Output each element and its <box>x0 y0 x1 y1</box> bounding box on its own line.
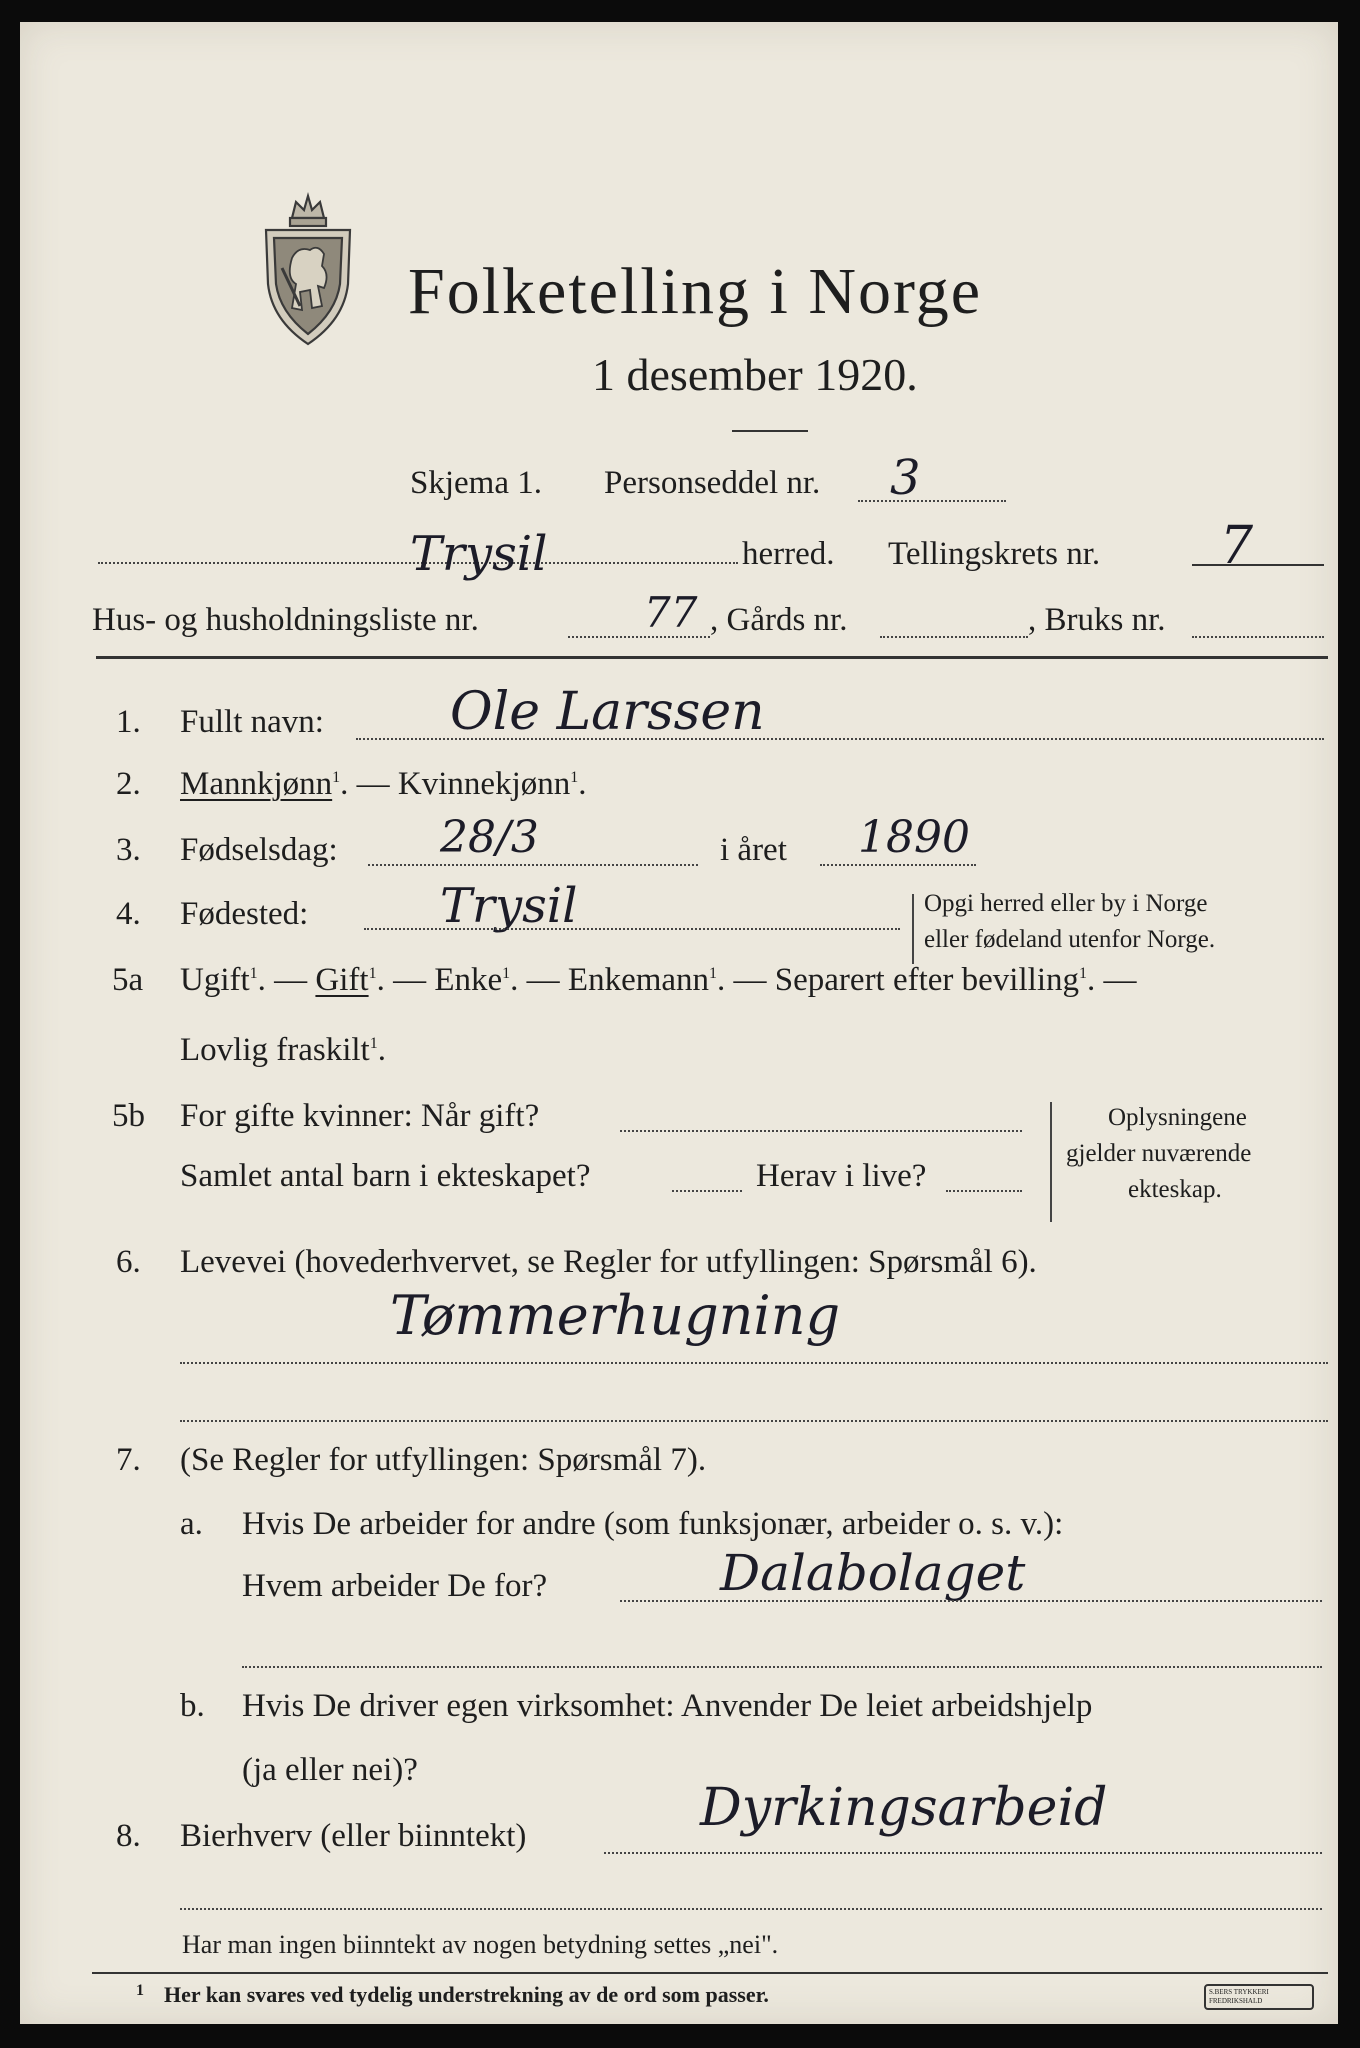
q7a-text-2: Hvem arbeider De for? <box>242 1568 548 1604</box>
q3-number: 3. <box>116 832 141 868</box>
q7a-letter: a. <box>180 1506 203 1542</box>
husliste-value: 77 <box>644 588 698 637</box>
q4-label: Fødested: <box>180 896 309 932</box>
footnote-rule <box>92 1972 1328 1974</box>
q7b-letter: b. <box>180 1688 205 1724</box>
q6-line-1 <box>180 1362 1328 1364</box>
q5a-enkemann: Enkemann <box>567 962 710 998</box>
q5a-sup-6: 1 <box>369 1035 378 1052</box>
q2-sup: 1 <box>332 769 341 786</box>
q3-year-line <box>820 864 976 866</box>
q6-value: Tømmerhugning <box>390 1284 841 1347</box>
q8-label: Bierhverv (eller biinntekt) <box>180 1818 527 1854</box>
q6-label: Levevei (hovederhvervet, se Regler for utfyllingen: Spørsmål 6). <box>180 1244 1037 1280</box>
schema-label: Skjema 1. <box>410 465 542 501</box>
footnote-text: Her kan svares ved tydelig understrekning av de ord som passer. <box>164 1982 769 2007</box>
q4-note-2: eller fødeland utenfor Norge. <box>924 926 1216 953</box>
q3-year-label: i året <box>720 832 787 868</box>
q3-label: Fødselsdag: <box>180 832 338 868</box>
footer-note: Har man ingen biinntekt av nogen betydning settes „nei". <box>182 1930 779 1959</box>
q5a-sup-5: 1 <box>1078 965 1087 982</box>
husliste-label: Hus- og husholdningsliste nr. <box>92 602 479 638</box>
bruks-label: , Bruks nr. <box>1028 602 1166 638</box>
q4-line <box>364 928 900 930</box>
q5b-number: 5b <box>112 1098 145 1134</box>
q6-line-2 <box>180 1420 1328 1422</box>
q5b-line-2 <box>672 1190 742 1192</box>
q5a-sup-1: 1 <box>249 965 258 982</box>
tellingskrets-line <box>1192 564 1324 566</box>
personseddel-label: Personseddel nr. <box>604 465 821 501</box>
q6-number: 6. <box>116 1244 141 1280</box>
q5a-enke: Enke <box>434 962 503 998</box>
printer-stamp-text: S.BERS TRYKKERI FREDRIKSHALD <box>1209 1988 1269 2005</box>
q7-number: 7. <box>116 1442 141 1478</box>
q8-value: Dyrkingsarbeid <box>700 1778 1108 1838</box>
census-date: 1 desember 1920. <box>592 349 918 400</box>
q7a-text: Hvis De arbeider for andre (som funksjonær, arbeider o. s. v.): <box>242 1506 1064 1542</box>
personseddel-value: 3 <box>890 450 921 506</box>
q7b-text: Hvis De driver egen virksomhet: Anvender De leiet arbeidshjelp <box>242 1688 1093 1724</box>
coat-of-arms-icon <box>252 188 364 348</box>
tellingskrets-label: Tellingskrets nr. <box>888 536 1101 572</box>
q5b-label-1: For gifte kvinner: Når gift? <box>180 1098 540 1134</box>
q5a-dash-2: — <box>393 962 427 998</box>
herred-value: Trysil <box>410 526 548 582</box>
q3-line <box>368 864 698 866</box>
q1-line <box>356 738 1324 740</box>
q5b-note-bracket <box>1050 1102 1052 1222</box>
q4-note-1: Opgi herred eller by i Norge <box>924 890 1208 917</box>
q2-rest: . — Kvinnekjønn <box>340 766 571 802</box>
personseddel-line <box>858 500 1006 502</box>
printer-stamp <box>1204 1984 1314 2010</box>
q5a-number: 5a <box>112 962 144 998</box>
q5b-note-3: ekteskap. <box>1128 1176 1222 1203</box>
tellingskrets-value: 7 <box>1220 516 1254 576</box>
q5a-ugift: Ugift <box>180 962 250 998</box>
q2-mann-option: Mannkjønn <box>180 766 333 802</box>
q5b-line-1 <box>620 1130 1022 1132</box>
q5b-note-2: gjelder nuværende <box>1066 1140 1252 1167</box>
q5b-label-2: Samlet antal barn i ekteskapet? <box>180 1158 591 1194</box>
gards-line <box>880 636 1028 638</box>
q2-sup-2: 1 <box>570 769 579 786</box>
q5b-label-3: Herav i live? <box>756 1158 927 1194</box>
q2-end: . <box>578 766 587 802</box>
q7a-line-2 <box>242 1666 1322 1668</box>
q5a-separert: Separert efter bevilling <box>774 962 1079 998</box>
q7-label: (Se Regler for utfyllingen: Spørsmål 7). <box>180 1442 707 1478</box>
q5a-fraskilt-line: Lovlig fraskilt$^1$. <box>180 1032 386 1068</box>
census-form <box>20 22 1338 2024</box>
q5a-sup-4: 1 <box>709 965 718 982</box>
q7b-text-2: (ja eller nei)? <box>242 1752 418 1788</box>
q3-value: 28/3 <box>440 812 539 863</box>
q4-note-bracket <box>912 894 914 964</box>
q8-line-1 <box>604 1852 1322 1854</box>
q5a-dash-4: — <box>733 962 767 998</box>
q5a-sup-3: 1 <box>502 965 511 982</box>
q2-number: 2. <box>116 766 141 802</box>
q5b-line-3 <box>946 1190 1022 1192</box>
q7a-line-1 <box>620 1600 1322 1602</box>
q5a-dash-1: — <box>274 962 308 998</box>
form-title: Folketelling i Norge <box>408 255 983 328</box>
q5b-note-1: Oplysningene <box>1108 1104 1247 1131</box>
q4-number: 4. <box>116 896 141 932</box>
q5a-fraskilt: Lovlig fraskilt <box>180 1032 370 1068</box>
q5a-dash-3: — <box>526 962 560 998</box>
q4-value: Trysil <box>440 878 578 934</box>
header-divider <box>96 656 1328 659</box>
q5a-sup-2: 1 <box>368 965 377 982</box>
q1-label: Fullt navn: <box>180 704 324 740</box>
bruks-line <box>1192 636 1324 638</box>
q2-text <box>180 766 587 803</box>
q8-number: 8. <box>116 1818 141 1854</box>
title-rule <box>732 430 808 432</box>
gards-label: , Gårds nr. <box>710 602 848 638</box>
q5a-gift: Gift <box>315 962 369 998</box>
q3-year-value: 1890 <box>858 812 970 863</box>
q5a-dash-5: — <box>1103 962 1137 998</box>
husliste-line <box>568 636 710 638</box>
q7a-value: Dalabolaget <box>720 1544 1026 1602</box>
q8-line-2 <box>180 1908 1322 1910</box>
q1-value: Ole Larssen <box>450 682 765 742</box>
q1-number: 1. <box>116 704 141 740</box>
q5a-options: Ugift$^1$. — Gift$^1$. — Enke$^1$. — Enkemann$^1$. — Separert efter bevilling$^1$. — <box>180 962 1137 998</box>
footnote-mark: 1 <box>136 1982 144 1999</box>
herred-label: herred. <box>742 536 835 572</box>
